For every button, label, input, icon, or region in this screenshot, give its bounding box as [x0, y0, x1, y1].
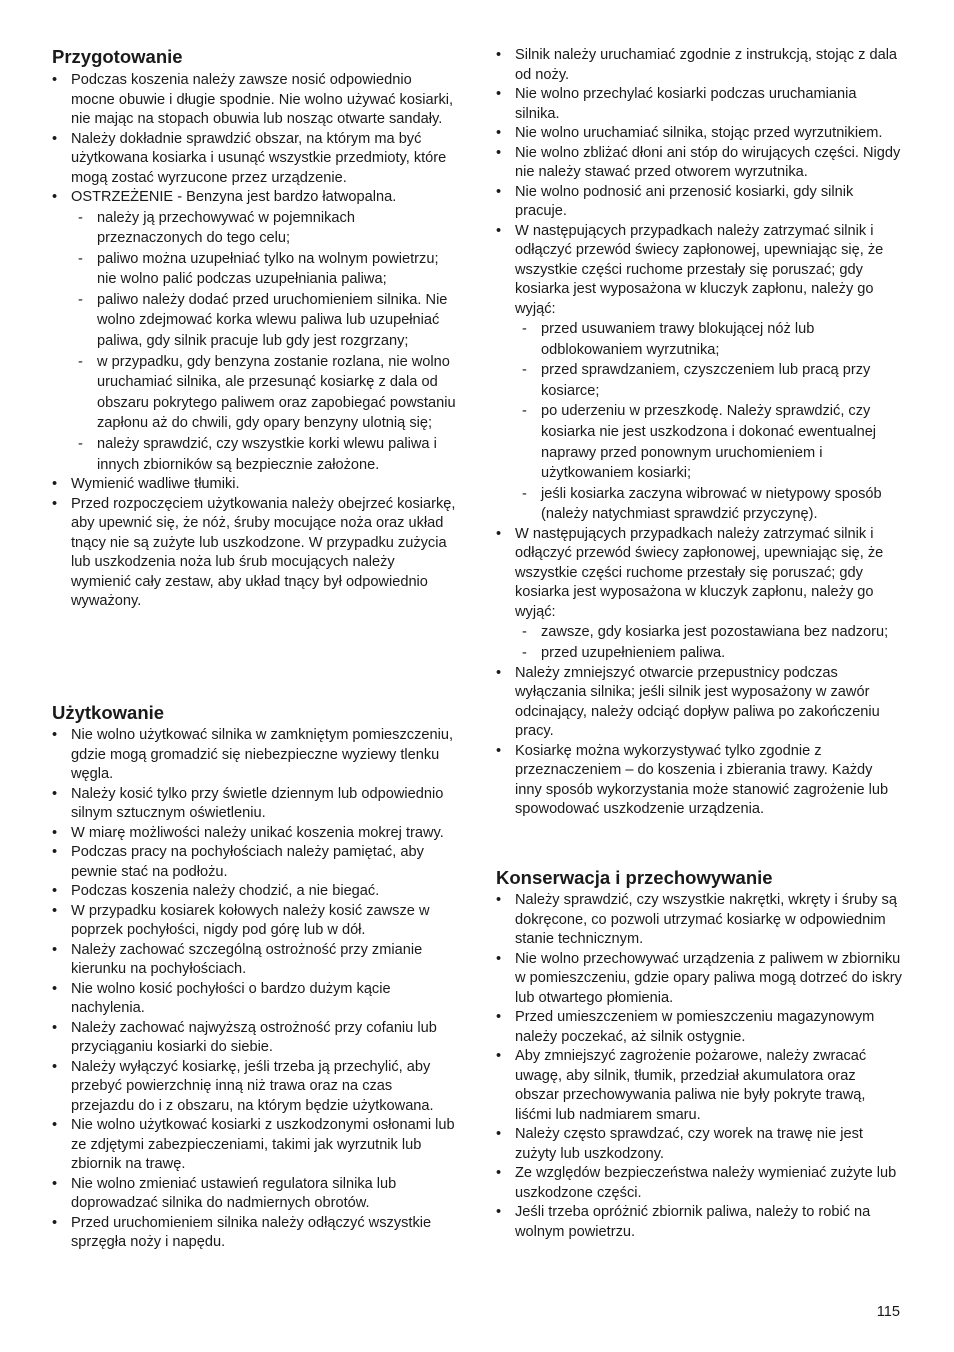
list-item: • Podczas pracy na pochyłościach należy pamiętać, aby pewnie stać na podłożu. [52, 843, 456, 882]
list-item: • Nie wolno uruchamiać silnika, stojąc przed wyrzutnikiem. [496, 124, 902, 144]
sub-list-item: - przed usuwaniem trawy blokującej nóż lub odblokowaniem wyrzutnika; [522, 319, 902, 360]
safety-list-continued [496, 46, 902, 820]
section-title-uzytkowanie: Użytkowanie [52, 702, 165, 723]
sub-list-item: - należy ją przechowywać w pojemnikach przeznaczonych do tego celu; [78, 208, 456, 249]
list-item: • Podczas koszenia należy zawsze nosić odpowiednio mocne obuwie i długie spodnie. Nie wolno używać kosiarki, nie mając na stopach obuwia lub nosząc otwarte sandały. [52, 71, 456, 130]
list-item: • Należy wyłączyć kosiarkę, jeśli trzeba ją przechylić, aby przebyć powierzchnię inną niż trawa oraz na czas przejazdu do i z obszaru, na którym będzie użytkowana. [52, 1058, 456, 1117]
sub-list-item: - po uderzeniu w przeszkodę. Należy sprawdzić, czy kosiarka nie jest uszkodzona i dokonać ewentualnej naprawy przed ponownym uruchomieniem i użytkowaniem kosiarki; [522, 401, 902, 483]
list-item: • Należy kosić tylko przy świetle dziennym lub odpowiednio silnym sztucznym oświetleniu. [52, 785, 456, 824]
warning-text: OSTRZEŻENIE - Benzyna jest bardzo łatwopalna. [71, 189, 397, 205]
list-item: • Aby zmniejszyć zagrożenie pożarowe, należy zwracać uwagę, aby silnik, tłumik, przedział akumulatora oraz obszar przechowywania paliwa nie były pokryte trawą, liśćmi lub nadmiarem smaru. [496, 1047, 902, 1125]
sub-list-item: - paliwo można uzupełniać tylko na wolnym powietrzu; nie wolno palić podczas uzupełniania paliwa; [78, 249, 456, 290]
list-item [496, 525, 902, 664]
sub-list-item: - zawsze, gdy kosiarka jest pozostawiana bez nadzoru; [522, 622, 902, 643]
list-item: • Nie wolno kosić pochyłości o bardzo dużym kącie nachylenia. [52, 980, 456, 1019]
list-item: • Wymienić wadliwe tłumiki. [52, 475, 456, 495]
list-item: • Nie wolno użytkować kosiarki z uszkodzonymi osłonami lub ze zdjętymi zabezpieczeniami, takimi jak wyrzutnik lub zbiornik na trawę. [52, 1116, 456, 1175]
konserwacja-list [496, 891, 902, 1242]
list-item: • W przypadku kosiarek kołowych należy kosić zawsze w poprzek pochyłości, nigdy pod górę lub w dół. [52, 902, 456, 941]
stop-engine-text: W następujących przypadkach należy zatrzymać silnik i odłączyć przewód świecy zapłonowej, upewniając się, że wszystkie części ruchome przestały się poruszać; gdy kosiarka jest wyposażona w kluczyk zapłonu, należy go wyjąć: [515, 222, 884, 317]
list-item: • Jeśli trzeba opróżnić zbiornik paliwa, należy to robić na wolnym powietrzu. [496, 1203, 902, 1242]
list-item: • Nie wolno podnosić ani przenosić kosiarki, gdy silnik pracuje. [496, 183, 902, 222]
sub-list-item: - przed sprawdzaniem, czyszczeniem lub pracą przy kosiarce; [522, 360, 902, 401]
stop-engine-text: W następujących przypadkach należy zatrzymać silnik i odłączyć przewód świecy zapłonowej, upewniając się, że wszystkie części ruchome przestały się poruszać; gdy kosiarka jest wyposażona w kluczyk zapłonu, należy go wyjąć: [515, 525, 884, 620]
list-item: • Kosiarkę można wykorzystywać tylko zgodnie z przeznaczeniem – do koszenia i zbierania trawy. Każdy inny sposób wykorzystania może stanowić zagrożenie lub spowodować uszkodzenie urządzenia. [496, 742, 902, 820]
list-item: • Podczas koszenia należy chodzić, a nie biegać. [52, 882, 456, 902]
list-item: • Przed umieszczeniem w pomieszczeniu magazynowym należy poczekać, aż silnik ostygnie. [496, 1008, 902, 1047]
sub-list-item: - paliwo należy dodać przed uruchomieniem silnika. Nie wolno zdejmować korka wlewu paliwa lub uzupełniać paliwa, gdy silnik pracuje lub gdy jest rozgrzany; [78, 290, 456, 352]
page-number: 115 [876, 1304, 900, 1320]
list-item: • Ze względów bezpieczeństwa należy wymieniać zużyte lub uszkodzone części. [496, 1164, 902, 1203]
list-item [496, 222, 902, 525]
stop-engine-sublist [515, 319, 902, 525]
list-item: • Nie wolno zmieniać ustawień regulatora silnika lub doprowadzać silnika do nadmiernych obrotów. [52, 1175, 456, 1214]
list-item: • W miarę możliwości należy unikać koszenia mokrej trawy. [52, 824, 456, 844]
list-item: • Należy zachować szczególną ostrożność przy zmianie kierunku na pochyłościach. [52, 941, 456, 980]
list-item: • Nie wolno użytkować silnika w zamkniętym pomieszczeniu, gdzie mogą gromadzić się niebezpieczne wyziewy tlenku węgla. [52, 726, 456, 785]
section-title-przygotowanie: Przygotowanie [52, 46, 183, 67]
list-item: • Nie wolno zbliżać dłoni ani stóp do wirujących części. Nigdy nie należy stawać przed otworem wyrzutnika. [496, 144, 902, 183]
list-item: • Nie wolno przechylać kosiarki podczas uruchamiania silnika. [496, 85, 902, 124]
list-item: • Przed uruchomieniem silnika należy odłączyć wszystkie sprzęgła noży i napędu. [52, 1214, 456, 1253]
list-item [52, 188, 456, 475]
sub-list-item: - przed uzupełnieniem paliwa. [522, 643, 902, 664]
list-item: • Przed rozpoczęciem użytkowania należy obejrzeć kosiarkę, aby upewnić się, że nóż, śruby mocujące noża oraz układ tnący nie są zużyte lub uszkodzone. W przypadku zużycia lub uszkodzenia noża lub śrub mocujących należy wymienić cały zestaw, aby układ tnący był odpowiednio wyważony. [52, 495, 456, 612]
list-item: • Nie wolno przechowywać urządzenia z paliwem w zbiorniku w pomieszczeniu, gdzie opary paliwa mogą dotrzeć do iskry lub otwartego płomienia. [496, 950, 902, 1009]
list-item: • Należy dokładnie sprawdzić obszar, na którym ma być użytkowana kosiarka i usunąć wszystkie przedmioty, które mogą zostać wyrzucone przez urządzenie. [52, 130, 456, 189]
fuel-warning-sublist [71, 208, 456, 476]
list-item: • Należy zachować najwyższą ostrożność przy cofaniu lub przyciąganiu kosiarki do siebie. [52, 1019, 456, 1058]
list-item: • Należy sprawdzić, czy wszystkie nakrętki, wkręty i śruby są dokręcone, co pozwoli utrzymać kosiarkę w odpowiednim stanie technicznym. [496, 891, 902, 950]
uzytkowanie-list [52, 726, 456, 1253]
list-item: • Należy często sprawdzać, czy worek na trawę nie jest zużyty lub uszkodzony. [496, 1125, 902, 1164]
sub-list-item: - jeśli kosiarka zaczyna wibrować w nietypowy sposób (należy natychmiast sprawdzić przyczynę). [522, 484, 902, 525]
sub-list-item: - należy sprawdzić, czy wszystkie korki wlewu paliwa i innych zbiorników są bezpiecznie założone. [78, 434, 456, 475]
przygotowanie-list [52, 71, 456, 612]
list-item: • Należy zmniejszyć otwarcie przepustnicy podczas wyłączania silnika; jeśli silnik jest wyposażony w zawór odcinający, należy odciąć dopływ paliwa po zakończeniu pracy. [496, 664, 902, 742]
sub-list-item: - w przypadku, gdy benzyna zostanie rozlana, nie wolno uruchamiać silnika, ale przesunąć kosiarkę z dala od obszaru pokrytego paliwem oraz zapobiegać powstaniu zapłonu aż do chwili, gdy opary benzyny ulotnią się; [78, 352, 456, 434]
stop-engine-sublist [515, 622, 902, 663]
section-title-konserwacja: Konserwacja i przechowywanie [496, 867, 773, 888]
list-item: • Silnik należy uruchamiać zgodnie z instrukcją, stojąc z dala od noży. [496, 46, 902, 85]
